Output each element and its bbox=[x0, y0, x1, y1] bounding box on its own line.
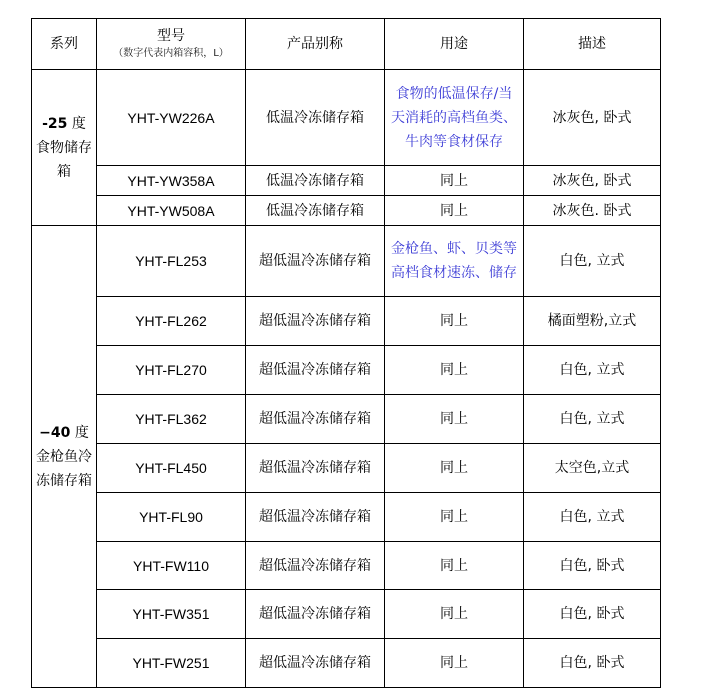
description-cell: 白色, 立式 bbox=[524, 395, 661, 444]
header-model bbox=[97, 19, 246, 70]
table-row bbox=[32, 166, 661, 196]
description-cell: 白色, 立式 bbox=[524, 346, 661, 395]
table-row bbox=[32, 542, 661, 590]
alias-cell: 超低温冷冻储存箱 bbox=[246, 444, 385, 493]
description-cell: 白色, 卧式 bbox=[524, 590, 661, 639]
model-cell: YHT-FL90 bbox=[97, 493, 246, 542]
header-alias: 产品别称 bbox=[246, 19, 385, 70]
usage-cell: 同上 bbox=[385, 166, 524, 196]
table-row bbox=[32, 196, 661, 226]
series-label: 度金枪鱼冷冻储存箱 bbox=[36, 424, 92, 489]
alias-cell: 超低温冷冻储存箱 bbox=[246, 542, 385, 590]
usage-cell: 同上 bbox=[385, 196, 524, 226]
alias-cell: 低温冷冻储存箱 bbox=[246, 166, 385, 196]
usage-cell: 同上 bbox=[385, 590, 524, 639]
series-temperature: -25 bbox=[42, 115, 68, 132]
series-temperature: −40 bbox=[39, 424, 71, 441]
header-model-label: 型号 bbox=[157, 28, 185, 44]
model-cell: YHT-YW358A bbox=[97, 166, 246, 196]
description-cell: 太空色,立式 bbox=[524, 444, 661, 493]
model-cell: YHT-FL362 bbox=[97, 395, 246, 444]
alias-cell: 超低温冷冻储存箱 bbox=[246, 590, 385, 639]
table-row bbox=[32, 346, 661, 395]
product-spec-table bbox=[31, 18, 661, 688]
model-cell: YHT-FW251 bbox=[97, 639, 246, 688]
alias-cell: 超低温冷冻储存箱 bbox=[246, 226, 385, 297]
model-cell: YHT-YW226A bbox=[97, 70, 246, 166]
alias-cell: 超低温冷冻储存箱 bbox=[246, 639, 385, 688]
header-description: 描述 bbox=[524, 19, 661, 70]
alias-cell: 超低温冷冻储存箱 bbox=[246, 395, 385, 444]
series-label: 度食物储存箱 bbox=[36, 115, 92, 180]
table-row bbox=[32, 70, 661, 166]
alias-cell: 超低温冷冻储存箱 bbox=[246, 297, 385, 346]
model-cell: YHT-YW508A bbox=[97, 196, 246, 226]
table-row bbox=[32, 639, 661, 688]
header-usage: 用途 bbox=[385, 19, 524, 70]
description-cell: 白色, 立式 bbox=[524, 493, 661, 542]
alias-cell: 低温冷冻储存箱 bbox=[246, 196, 385, 226]
usage-cell: 同上 bbox=[385, 444, 524, 493]
usage-cell: 同上 bbox=[385, 346, 524, 395]
model-cell: YHT-FL253 bbox=[97, 226, 246, 297]
usage-cell: 同上 bbox=[385, 639, 524, 688]
header-row bbox=[32, 19, 661, 70]
alias-cell: 超低温冷冻储存箱 bbox=[246, 493, 385, 542]
model-cell: YHT-FL450 bbox=[97, 444, 246, 493]
table-body bbox=[32, 70, 661, 688]
series-cell bbox=[32, 70, 97, 226]
model-cell: YHT-FL262 bbox=[97, 297, 246, 346]
table-row bbox=[32, 444, 661, 493]
table-row bbox=[32, 297, 661, 346]
table-row bbox=[32, 493, 661, 542]
description-cell: 白色, 卧式 bbox=[524, 639, 661, 688]
alias-cell: 低温冷冻储存箱 bbox=[246, 70, 385, 166]
model-cell: YHT-FW110 bbox=[97, 542, 246, 590]
header-model-note: （数字代表内箱容积，L） bbox=[113, 48, 229, 59]
table-row bbox=[32, 226, 661, 297]
series-cell bbox=[32, 226, 97, 688]
model-cell: YHT-FW351 bbox=[97, 590, 246, 639]
table-row bbox=[32, 395, 661, 444]
header-series: 系列 bbox=[32, 19, 97, 70]
description-cell: 白色, 卧式 bbox=[524, 542, 661, 590]
usage-cell: 食物的低温保存/当天消耗的高档鱼类、牛肉等食材保存 bbox=[385, 70, 524, 166]
usage-cell: 同上 bbox=[385, 542, 524, 590]
usage-cell: 金枪鱼、虾、贝类等高档食材速冻、储存 bbox=[385, 226, 524, 297]
table-row bbox=[32, 590, 661, 639]
description-cell: 冰灰色. 卧式 bbox=[524, 196, 661, 226]
description-cell: 橘面塑粉,立式 bbox=[524, 297, 661, 346]
usage-cell: 同上 bbox=[385, 395, 524, 444]
usage-cell: 同上 bbox=[385, 297, 524, 346]
model-cell: YHT-FL270 bbox=[97, 346, 246, 395]
description-cell: 冰灰色, 卧式 bbox=[524, 70, 661, 166]
description-cell: 白色, 立式 bbox=[524, 226, 661, 297]
usage-cell: 同上 bbox=[385, 493, 524, 542]
description-cell: 冰灰色, 卧式 bbox=[524, 166, 661, 196]
alias-cell: 超低温冷冻储存箱 bbox=[246, 346, 385, 395]
